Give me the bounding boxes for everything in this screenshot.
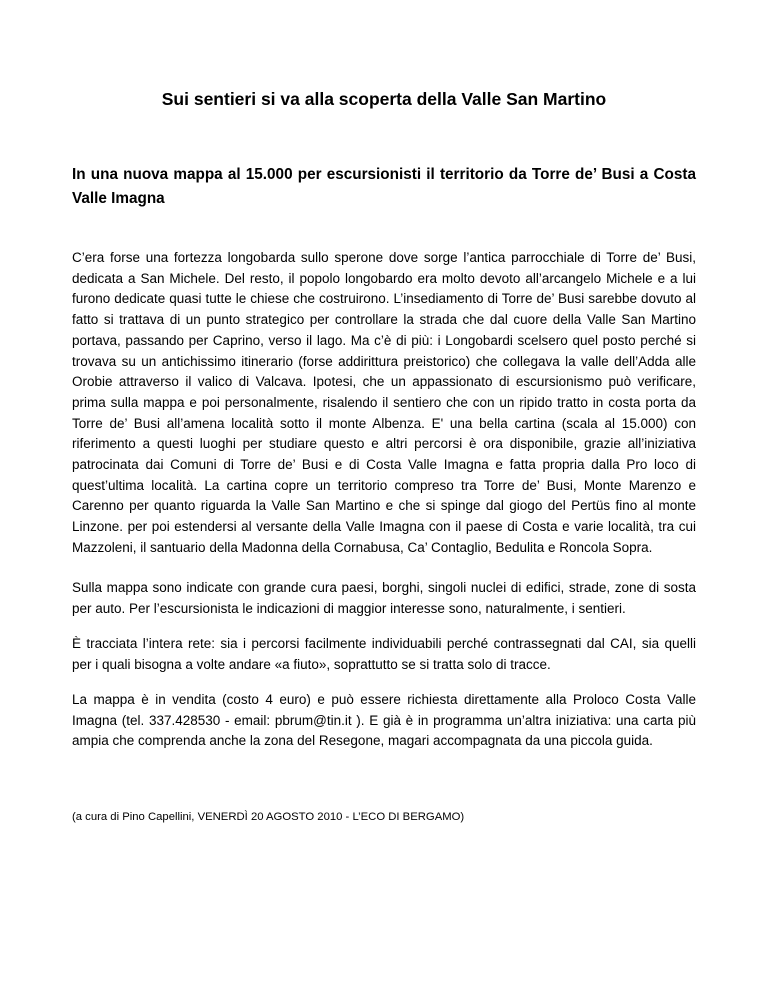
body-paragraph: C’era forse una fortezza longobarda sullo sperone dove sorge l’antica parrocchiale di Torre de’ Busi, dedicata a San Michele. Del resto, il popolo longobardo era molto devoto all’arcangelo Michele e a lui furono dedicate quasi tutte le chiese che costruirono. L’insediamento di Torre de’ Busi sarebbe dovuto al fatto si trattava di un punto strategico per controllare la strada che dal cuore della Valle San Martino portava, passando per Caprino, verso il lago. Ma c’è di più: i Longobardi scelsero quel posto perché si trovava su un antichissimo itinerario (forse addirittura preistorico) che collegava la valle dell’Adda alle Orobie attraverso il valico di Valcava. Ipotesi, che un appassionato di escursionismo può verificare, prima sulla mappa e poi personalmente, risalendo il sentiero che con un ripido tratto in costa porta da Torre de’ Busi all’amena località sotto il monte Albenza. E' una bella cartina (scala al 15.000) con riferimento a questi luoghi per studiare questo e altri percorsi è ora disponibile, grazie all’iniziativa patrocinata dai Comuni di Torre de’ Busi e di Costa Valle Imagna e fatta propria dalla Pro loco di quest’ultima località. La cartina copre un territorio compreso tra Torre de’ Busi, Monte Marenzo e Carenno per quanto riguarda la Valle San Martino e che si spinge dal giogo del Pertüs fino al monte Linzone. per poi estendersi al versante della Valle Imagna con il paese di Costa e varie località, tra cui Mazzoleni, il santuario della Madonna della Cornabusa, Ca’ Contaglio, Bedulita e Roncola Sopra. — [72, 250, 696, 555]
page-subtitle: In una nuova mappa al 15.000 per escursionisti il territorio da Torre de’ Busi a Costa Valle Imagna — [72, 166, 696, 207]
body-paragraph: È tracciata l’intera rete: sia i percorsi facilmente individuabili perché contrassegnati dal CAI, sia quelli per i quali bisogna a volte andare «a fiuto», soprattutto se si tratta solo di tracce. — [72, 636, 696, 672]
source-credit: (a cura di Pino Capellini, VENERDÌ 20 AGOSTO 2010 - L’ECO DI BERGAMO) — [72, 811, 465, 823]
page-title: Sui sentieri si va alla scoperta della Valle San Martino — [161, 89, 607, 109]
body-paragraph: La mappa è in vendita (costo 4 euro) e può essere richiesta direttamente alla Proloco Costa Valle Imagna (tel. 337.428530 - email: pbrum@tin.it ). E già è in programma un’altra iniziativa: una carta più ampia che comprenda anche la zona del Resegone, magari accompagnata da una piccola guida. — [72, 692, 696, 749]
body-paragraph: Sulla mappa sono indicate con grande cura paesi, borghi, singoli nuclei di edifici, strade, zone di sosta per auto. Per l’escursionista le indicazioni di maggior interesse sono, naturalmente, i sentieri. — [72, 580, 696, 616]
